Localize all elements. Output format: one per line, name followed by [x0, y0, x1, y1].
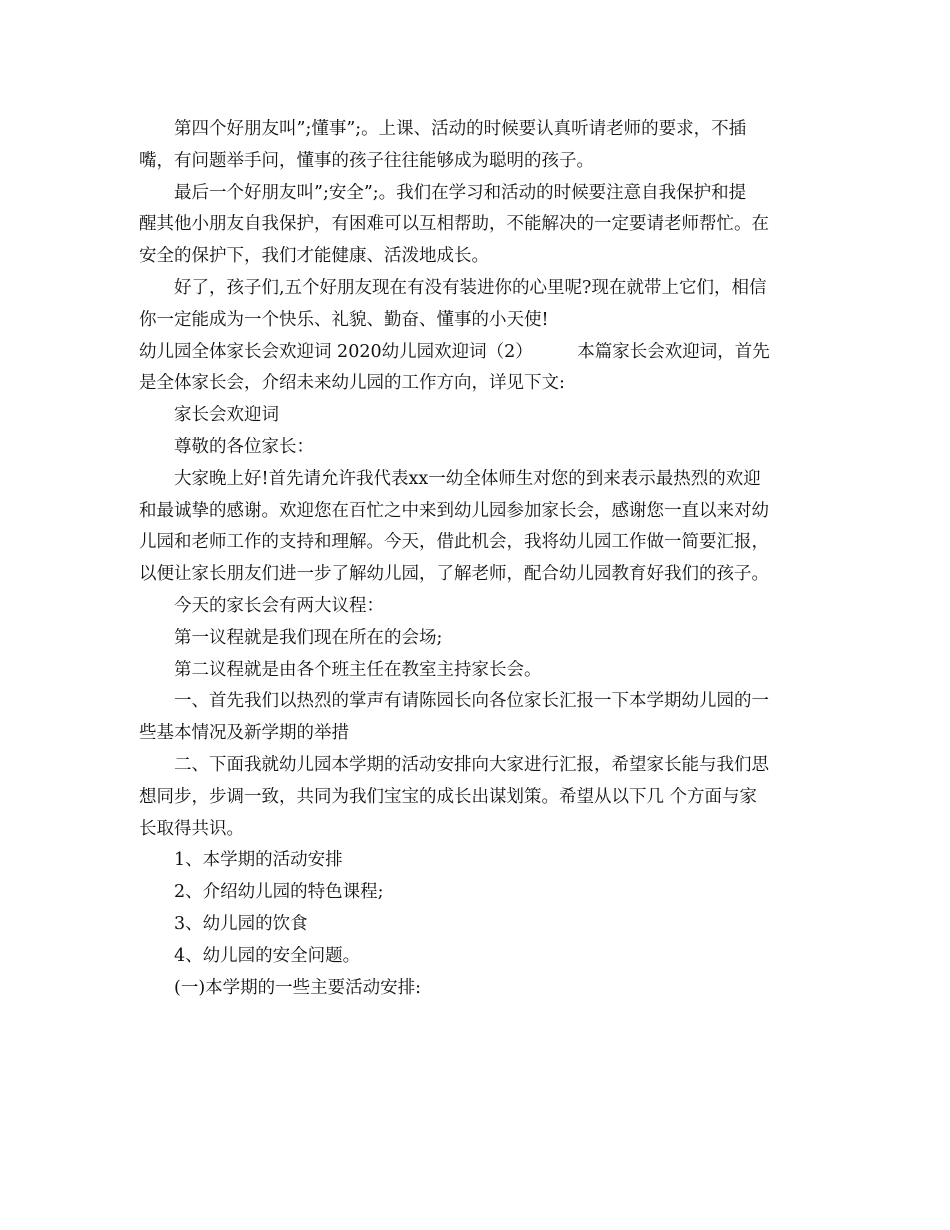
text-line: 家长会欢迎词: [174, 405, 279, 426]
text-line: 以便让家长朋友们进一步了解幼儿园，了解老师，配合幼儿园教育好我们的孩子。: [139, 564, 769, 585]
text-line: 二、下面我就幼儿园本学期的活动安排向大家进行汇报，希望家长能与我们思: [174, 754, 769, 775]
text-line: 长取得共识。: [139, 818, 244, 839]
text-line: 些基本情况及新学期的举措: [139, 723, 349, 744]
text-line: 第一议程就是我们现在所在的会场;: [174, 627, 443, 648]
text-line: 1、本学期的活动安排: [174, 850, 343, 871]
text-line: 想同步，步调一致，共同为我们宝宝的成长出谋划策。希望从以下几 个方面与家: [139, 786, 758, 807]
text-line: 一、首先我们以热烈的掌声有请陈园长向各位家长汇报一下本学期幼儿园的一: [174, 691, 769, 712]
text-line: 安全的保护下，我们才能健康、活泼地成长。: [139, 246, 489, 267]
text-line: 大家晚上好!首先请允许我代表xx一幼全体师生对您的到来表示最热烈的欢迎: [174, 468, 761, 489]
text-line: 尊敬的各位家长：: [174, 436, 314, 457]
text-line: 嘴，有问题举手问，懂事的孩子往往能够成为聪明的孩子。: [139, 150, 594, 171]
text-line: 你一定能成为一个快乐、礼貌、勤奋、懂事的小天使!: [139, 309, 549, 330]
text-line: 第二议程就是由各个班主任在教室主持家长会。: [174, 659, 542, 680]
text-line: 今天的家长会有两大议程：: [174, 595, 384, 616]
text-line: 醒其他小朋友自我保护，有困难可以互相帮助，不能解决的一定要请老师帮忙。在: [139, 214, 769, 235]
text-line: 3、幼儿园的饮食: [174, 913, 308, 934]
text-line: 幼儿园全体家长会欢迎词 2020幼儿园欢迎词（2） 本篇家长会欢迎词，首先: [139, 341, 770, 362]
text-line: 儿园和老师工作的支持和理解。今天，借此机会，我将幼儿园工作做一简要汇报，: [139, 532, 769, 553]
text-line: 第四个好朋友叫”;懂事”;。上课、活动的时候要认真听请老师的要求，不插: [174, 119, 747, 139]
text-line: 2、介绍幼儿园的特色课程;: [174, 882, 384, 903]
text-line: 最后一个好朋友叫”;安全”;。我们在学习和活动的时候要注意自我保护和提: [174, 182, 747, 203]
text-line: 4、幼儿园的安全问题。: [174, 945, 361, 966]
text-line: 和最诚挚的感谢。欢迎您在百忙之中来到幼儿园参加家长会，感谢您一直以来对幼: [139, 500, 769, 521]
text-line: 好了，孩子们,五个好朋友现在有没有装进你的心里呢?现在就带上它们，相信: [174, 277, 767, 298]
text-line: 是全体家长会，介绍未来幼儿园的工作方向，详见下文:: [139, 373, 565, 394]
document-page: [139, 114, 815, 1004]
text-line: (一)本学期的一些主要活动安排:: [174, 977, 422, 998]
